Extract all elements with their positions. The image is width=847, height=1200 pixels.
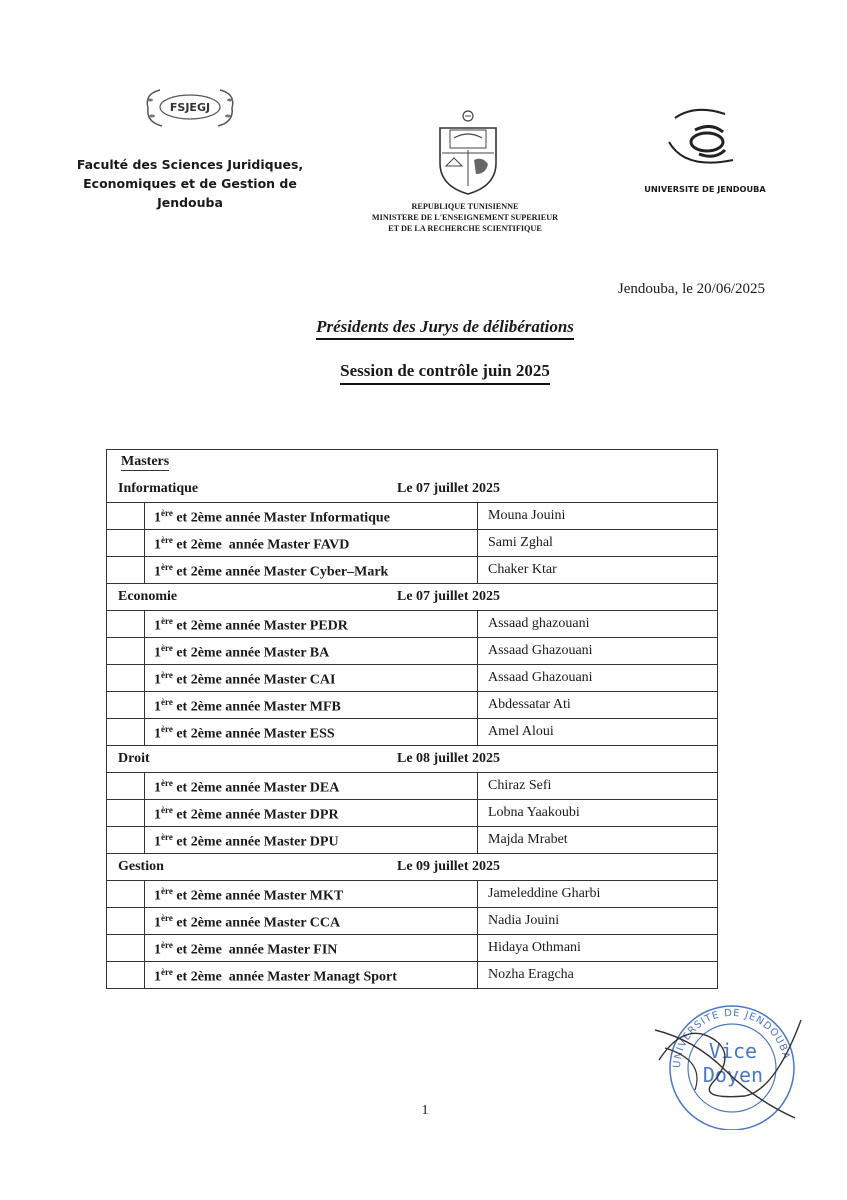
program-year: 1: [154, 672, 161, 688]
program-text: et 2ème année Master Informatique: [172, 510, 390, 526]
republic-emblem: [432, 108, 504, 196]
program-year-suffix: ère: [161, 670, 173, 680]
university-logo: [655, 100, 755, 180]
university-name: UNIVERSITE DE JENDOUBA: [644, 184, 766, 194]
program-year: 1: [154, 807, 161, 823]
section-name: Informatique: [118, 481, 199, 496]
ministry-line3: ET DE LA RECHERCHE SCIENTIFIQUE: [388, 224, 542, 233]
indent-cell: [107, 719, 145, 745]
faculty-name-line2: Economiques et de Gestion de Jendouba: [83, 176, 297, 210]
program-text: et 2ème année Master MKT: [172, 888, 344, 904]
program-year: 1: [154, 510, 161, 526]
indent-cell: [107, 773, 145, 799]
indent-cell: [107, 800, 145, 826]
program-year-suffix: ère: [161, 886, 173, 896]
program-label: [154, 508, 390, 527]
program-year-suffix: ère: [161, 778, 173, 788]
table-row: [107, 502, 717, 529]
faculty-name: [55, 155, 325, 212]
program-year: 1: [154, 888, 161, 904]
svg-text:UNIVERSITE DE JENDOUBA: UNIVERSITE DE JENDOUBA: [671, 1007, 792, 1069]
program-year: 1: [154, 942, 161, 958]
section-row: [107, 476, 717, 502]
program-text: et 2ème année Master DPR: [172, 807, 339, 823]
president-name: Nozha Eragcha: [477, 962, 717, 988]
program-year-suffix: ère: [161, 805, 173, 815]
program-year: 1: [154, 618, 161, 634]
table-row: [107, 907, 717, 934]
program-year-suffix: ère: [161, 832, 173, 842]
president-name: Nadia Jouini: [477, 908, 717, 934]
session-title-text: Session de contrôle juin 2025: [340, 361, 550, 385]
indent-cell: [107, 503, 145, 529]
table-row: [107, 826, 717, 853]
program-year-suffix: ère: [161, 697, 173, 707]
official-stamp: [655, 1000, 805, 1130]
section-row: [107, 745, 717, 772]
table-row: [107, 637, 717, 664]
indent-cell: [107, 692, 145, 718]
president-name: Assaad Ghazouani: [477, 638, 717, 664]
program-text: et 2ème année Master PEDR: [172, 618, 348, 634]
table-row: [107, 934, 717, 961]
ministry-line2: MINISTERE DE L'ENSEIGNEMENT SUPERIEUR: [371, 213, 559, 222]
section-name: Droit: [118, 751, 150, 766]
table-row: [107, 880, 717, 907]
section-row: [107, 853, 717, 880]
program-text: et 2ème année Master DPU: [172, 834, 339, 850]
section-date: Le 07 juillet 2025: [397, 481, 501, 496]
program-label: [154, 967, 397, 986]
indent-cell: [107, 935, 145, 961]
indent-cell: [107, 611, 145, 637]
table-row: [107, 664, 717, 691]
program-year-suffix: ère: [161, 562, 173, 572]
page-number: 1: [421, 1103, 429, 1118]
program-year-suffix: ère: [161, 535, 173, 545]
jury-table: [106, 449, 718, 989]
program-text: et 2ème année Master CCA: [172, 915, 341, 931]
ministry-heading: [330, 201, 600, 234]
program-year: 1: [154, 699, 161, 715]
section-date: Le 08 juillet 2025: [397, 751, 501, 766]
program-year-suffix: ère: [161, 616, 173, 626]
table-row: [107, 610, 717, 637]
indent-cell: [107, 881, 145, 907]
program-label: [154, 535, 349, 554]
section-name: Gestion: [118, 859, 164, 874]
table-row: [107, 718, 717, 745]
section-row: [107, 583, 717, 610]
program-text: et 2ème année Master ESS: [172, 726, 335, 742]
president-name: Chaker Ktar: [477, 557, 717, 583]
president-name: Assaad ghazouani: [477, 611, 717, 637]
program-year: 1: [154, 969, 161, 985]
indent-cell: [107, 827, 145, 853]
section-name: Economie: [118, 589, 178, 604]
ministry-line1: REPUBLIQUE TUNISIENNE: [411, 202, 519, 211]
document-date: Jendouba, le 20/06/2025: [617, 281, 765, 297]
program-label: [154, 913, 340, 932]
president-name: Hidaya Othmani: [477, 935, 717, 961]
program-text: et 2ème année Master FIN: [172, 942, 338, 958]
svg-text:Doyen: Doyen: [702, 1063, 764, 1087]
program-year: 1: [154, 645, 161, 661]
program-label: [154, 643, 329, 662]
program-year-suffix: ère: [161, 940, 173, 950]
program-year: 1: [154, 726, 161, 742]
table-row: [107, 529, 717, 556]
table-row: [107, 556, 717, 583]
program-text: et 2ème année Master FAVD: [172, 537, 350, 553]
program-text: et 2ème année Master Managt Sport: [172, 969, 397, 985]
svg-text:Vice: Vice: [708, 1039, 758, 1063]
indent-cell: [107, 665, 145, 691]
program-year: 1: [154, 834, 161, 850]
table-body: [107, 476, 717, 988]
president-name: Majda Mrabet: [477, 827, 717, 853]
indent-cell: [107, 638, 145, 664]
masters-label: Masters: [121, 454, 170, 469]
indent-cell: [107, 530, 145, 556]
svg-text:FSJEGJ: FSJEGJ: [169, 101, 211, 114]
program-label: [154, 886, 343, 905]
session-title: [200, 361, 690, 381]
program-year-suffix: ère: [161, 508, 173, 518]
indent-cell: [107, 962, 145, 988]
table-row: [107, 691, 717, 718]
president-name: Amel Aloui: [477, 719, 717, 745]
table-row: [107, 772, 717, 799]
program-year-suffix: ère: [161, 967, 173, 977]
president-name: Lobna Yaakoubi: [477, 800, 717, 826]
program-label: [154, 805, 339, 824]
program-label: [154, 832, 339, 851]
faculty-name-line1: Faculté des Sciences Juridiques,: [76, 157, 304, 172]
program-label: [154, 724, 335, 743]
document-title-text: Présidents des Jurys de délibérations: [316, 317, 574, 340]
program-text: et 2ème année Master BA: [172, 645, 330, 661]
program-text: et 2ème année Master MFB: [172, 699, 341, 715]
president-name: Mouna Jouini: [477, 503, 717, 529]
program-year-suffix: ère: [161, 643, 173, 653]
section-date: Le 07 juillet 2025: [397, 589, 501, 604]
masters-header-row: [107, 450, 717, 476]
program-label: [154, 562, 388, 581]
program-year: 1: [154, 564, 161, 580]
faculty-logo: [140, 86, 240, 130]
program-text: et 2ème année Master CAI: [172, 672, 336, 688]
program-label: [154, 778, 339, 797]
program-label: [154, 670, 335, 689]
program-year: 1: [154, 780, 161, 796]
program-text: et 2ème année Master Cyber–Mark: [172, 564, 389, 580]
program-year-suffix: ère: [161, 913, 173, 923]
program-year-suffix: ère: [161, 724, 173, 734]
president-name: Assaad Ghazouani: [477, 665, 717, 691]
president-name: Chiraz Sefi: [477, 773, 717, 799]
president-name: Sami Zghal: [477, 530, 717, 556]
program-year: 1: [154, 537, 161, 553]
table-row: [107, 799, 717, 826]
program-text: et 2ème année Master DEA: [172, 780, 340, 796]
program-label: [154, 616, 348, 635]
section-date: Le 09 juillet 2025: [397, 859, 501, 874]
program-label: [154, 697, 341, 716]
document-title: [200, 317, 690, 337]
indent-cell: [107, 557, 145, 583]
president-name: Jameleddine Gharbi: [477, 881, 717, 907]
table-row: [107, 961, 717, 988]
program-year: 1: [154, 915, 161, 931]
indent-cell: [107, 908, 145, 934]
president-name: Abdessatar Ati: [477, 692, 717, 718]
program-label: [154, 940, 337, 959]
